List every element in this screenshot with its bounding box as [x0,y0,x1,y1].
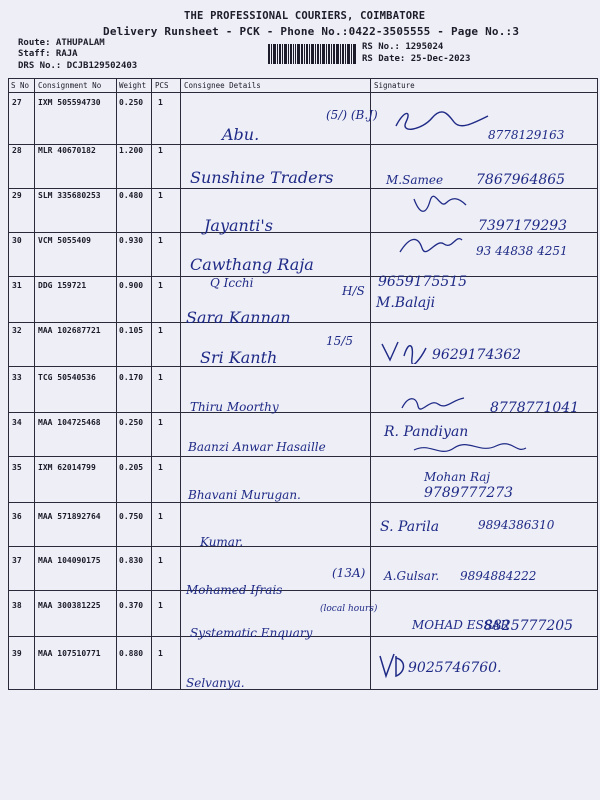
row-sno: 33 [12,373,22,382]
row-pcs: 1 [158,373,163,382]
row-pcs: 1 [158,236,163,245]
hw-consignee: Jayanti's [204,216,273,235]
row-sno: 32 [12,326,22,335]
row-sno: 37 [12,556,22,565]
hw-receiver: A.Gulsar. [384,569,440,583]
row-pcs: 1 [158,281,163,290]
col-header-consignment: Consignment No [38,81,102,90]
row-weight: 0.105 [119,326,144,335]
hw-note: (5/) (B.J) [326,108,378,122]
signature-mark [378,338,428,364]
hw-receiver: R. Pandiyan [384,424,469,440]
row-consignment: IXM 505594730 [38,98,101,107]
row-sno: 39 [12,649,22,658]
row-pcs: 1 [158,463,163,472]
hw-phone: 8825777205 [484,618,574,634]
row-consignment: MAA 104090175 [38,556,101,565]
hw-receiver: MOHAD ESSAR [412,618,510,632]
col-header-consignee: Consignee Details [184,81,261,90]
row-pcs: 1 [158,649,163,658]
row-consignment: MAA 571892764 [38,512,101,521]
col-header-pcs: PCS [155,81,169,90]
runsheet-subtitle: Delivery Runsheet - PCK - Phone No.:0422-3505555 - Page No.:3 [103,25,520,38]
rs-number: RS No.: 1295024 [362,42,444,52]
row-pcs: 1 [158,556,163,565]
signature-mark [410,193,470,217]
signature-mark [392,108,492,132]
company-title: THE PROFESSIONAL COURIERS, COIMBATORE [184,10,426,22]
row-sno: 29 [12,191,22,200]
row-consignment: MAA 102687721 [38,326,101,335]
hw-phone: 9025746760. [408,660,502,676]
row-sno: 38 [12,601,22,610]
hw-consignee: Sri Kanth [200,348,278,367]
row-sno: 35 [12,463,22,472]
hw-phone: 9789777273 [424,485,514,501]
row-pcs: 1 [158,512,163,521]
row-weight: 0.900 [119,281,144,290]
row-sno: 27 [12,98,22,107]
row-consignment: IXM 62014799 [38,463,96,472]
hw-consignee: Bhavani Murugan. [188,488,301,502]
barcode-image [268,44,356,64]
row-consignment: VCM 5055409 [38,236,91,245]
row-weight: 0.930 [119,236,144,245]
hw-consignee: Abu. [222,125,260,144]
hw-receiver: M.Balaji [376,295,436,311]
row-sno: 28 [12,146,22,155]
drs-number: DRS No.: DCJB129502403 [18,61,138,71]
hw-note: (13A) [332,566,366,580]
row-weight: 0.480 [119,191,144,200]
hw-phone: 9894884222 [460,569,537,583]
hw-consignee: Baanzi Anwar Hasaille [188,440,326,454]
hw-note: H/S [342,284,365,298]
signature-mark [398,392,468,414]
row-consignment: MAA 107510771 [38,649,101,658]
hw-phone: 8778771041 [490,400,580,416]
row-sno: 30 [12,236,22,245]
hw-consignee: Sara Kannan [186,308,291,327]
hw-phone: 9659175515 [378,274,468,290]
row-consignment: MAA 104725468 [38,418,101,427]
signature-mark [410,440,530,460]
row-consignment: SLM 335680253 [38,191,101,200]
hw-receiver: M.Samee [386,173,444,187]
row-consignment: MAA 300381225 [38,601,101,610]
hw-phone: 7867964865 [476,172,566,188]
row-weight: 0.880 [119,649,144,658]
hw-consignee: Sunshine Traders [190,168,334,187]
staff-label: Staff: RAJA [18,49,78,59]
col-header-signature: Signature [374,81,415,90]
route-label: Route: ATHUPALAM [18,38,105,48]
row-weight: 0.250 [119,98,144,107]
row-weight: 1.200 [119,146,144,155]
hw-receiver: Mohan Raj [424,470,491,484]
hw-receiver: S. Parila [380,519,440,535]
hw-consignee: Thiru Moorthy [190,400,279,414]
row-weight: 0.170 [119,373,144,382]
hw-consignee: Mohamed Ifrais [186,583,283,597]
hw-note: (local hours) [320,604,378,614]
row-pcs: 1 [158,146,163,155]
hw-phone: 93 44838 4251 [476,244,568,258]
row-consignment: MLR 40670182 [38,146,96,155]
hw-consignee: Q Icchi [210,276,254,290]
row-consignment: TCG 50540536 [38,373,96,382]
hw-note: 15/5 [326,334,353,348]
hw-consignee: Systematic Enquary [190,626,313,640]
row-weight: 0.750 [119,512,144,521]
row-pcs: 1 [158,191,163,200]
hw-phone: 9629174362 [432,347,522,363]
row-pcs: 1 [158,326,163,335]
hw-consignee: Cawthang Raja [190,255,314,274]
row-pcs: 1 [158,601,163,610]
signature-mark [396,230,466,258]
row-weight: 0.370 [119,601,144,610]
row-pcs: 1 [158,418,163,427]
col-header-sno: S No [11,81,30,90]
row-sno: 34 [12,418,22,427]
row-consignment: DDG 159721 [38,281,87,290]
hw-phone: 7397179293 [478,218,568,234]
row-weight: 0.250 [119,418,144,427]
row-weight: 0.830 [119,556,144,565]
row-sno: 31 [12,281,22,290]
row-weight: 0.205 [119,463,144,472]
hw-phone: 9894386310 [478,518,555,532]
col-header-weight: Weight [119,81,147,90]
row-sno: 36 [12,512,22,521]
hw-phone: 8778129163 [488,128,565,142]
hw-consignee: Kumar. [200,535,244,549]
rs-date: RS Date: 25-Dec-2023 [362,54,471,64]
hw-consignee: Selvanya. [186,676,245,690]
row-pcs: 1 [158,98,163,107]
signature-mark [376,650,406,680]
